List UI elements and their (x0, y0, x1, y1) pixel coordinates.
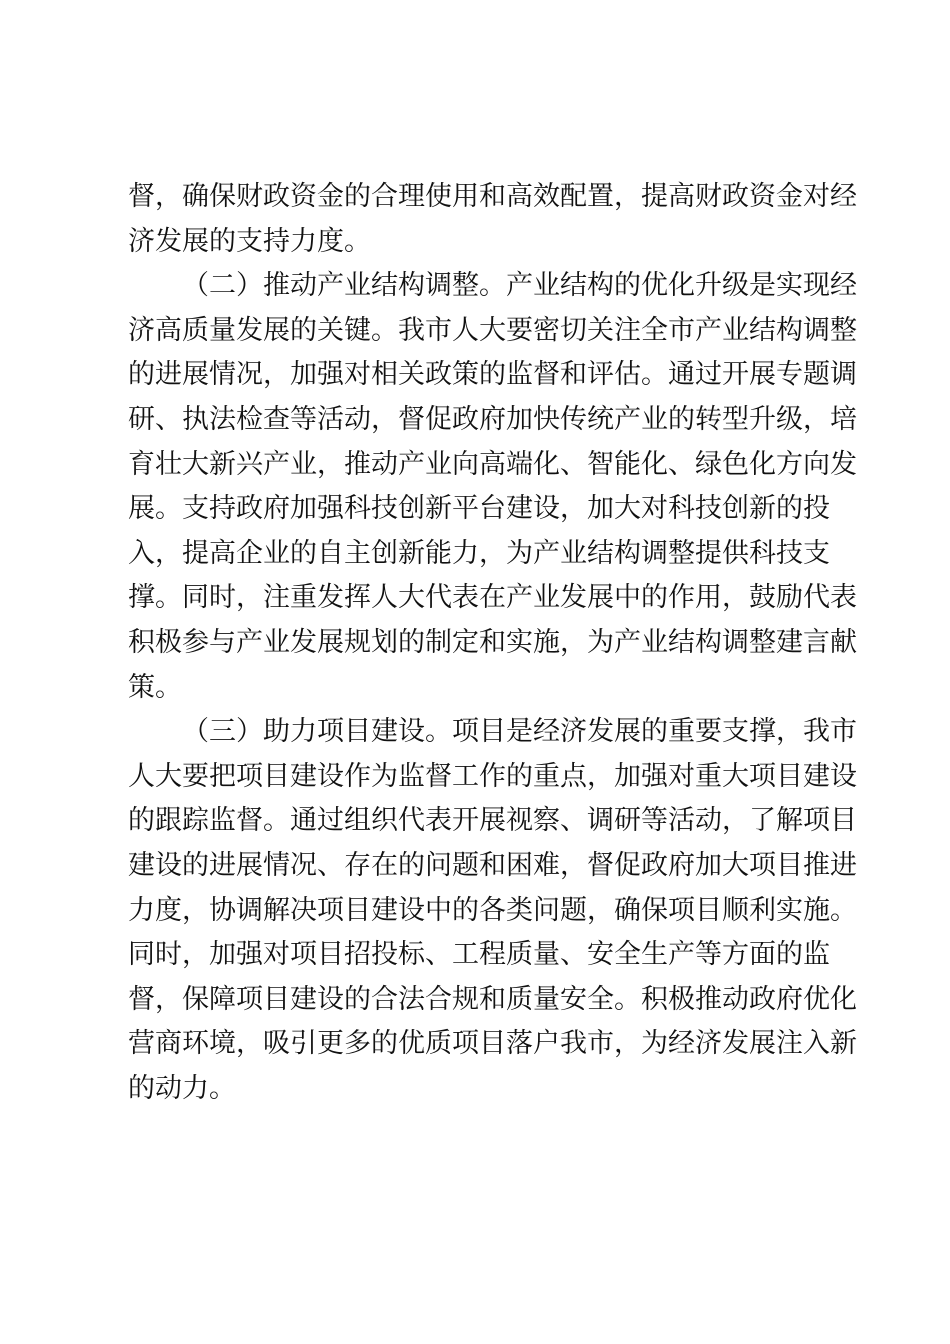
text-line: 展。支持政府加强科技创新平台建设，加大对科技创新的投 (128, 493, 830, 525)
text-line: 济高质量发展的关键。我市人大要密切关注全市产业结构调整 (128, 314, 857, 346)
document-body (128, 175, 857, 1111)
paragraph-2 (128, 264, 857, 710)
text-line: （二）推动产业结构调整。产业结构的优化升级是实现经 (182, 270, 857, 302)
text-line: 入，提高企业的自主创新能力，为产业结构调整提供科技支 (128, 537, 830, 569)
paragraph-3 (128, 710, 857, 1111)
text-line: 育壮大新兴产业，推动产业向高端化、智能化、绿色化方向发 (128, 448, 857, 480)
text-line: 人大要把项目建设作为监督工作的重点，加强对重大项目建设 (128, 760, 857, 792)
text-line: 督，确保财政资金的合理使用和高效配置，提高财政资金对经 (128, 181, 857, 212)
text-line: 策。 (128, 671, 182, 703)
paragraph-1 (128, 175, 857, 264)
text-line: （三）助力项目建设。项目是经济发展的重要支撑，我市 (182, 716, 857, 748)
text-line: 的动力。 (128, 1072, 236, 1104)
text-line: 的进展情况，加强对相关政策的监督和评估。通过开展专题调 (128, 359, 857, 391)
text-line: 的跟踪监督。通过组织代表开展视察、调研等活动，了解项目 (128, 805, 857, 837)
text-line: 撑。同时，注重发挥人大代表在产业发展中的作用，鼓励代表 (128, 582, 857, 614)
text-line: 督，保障项目建设的合法合规和质量安全。积极推动政府优化 (128, 983, 857, 1015)
text-line: 积极参与产业发展规划的制定和实施，为产业结构调整建言献 (128, 626, 857, 658)
text-line: 营商环境，吸引更多的优质项目落户我市，为经济发展注入新 (128, 1028, 857, 1060)
text-line: 研、执法检查等活动，督促政府加快传统产业的转型升级，培 (128, 403, 857, 435)
text-line: 建设的进展情况、存在的问题和困难，督促政府加大项目推进 (128, 849, 857, 881)
text-line: 同时，加强对项目招投标、工程质量、安全生产等方面的监 (128, 939, 830, 971)
text-line: 力度，协调解决项目建设中的各类问题，确保项目顺利实施。 (128, 894, 857, 926)
text-line: 济发展的支持力度。 (128, 225, 371, 257)
